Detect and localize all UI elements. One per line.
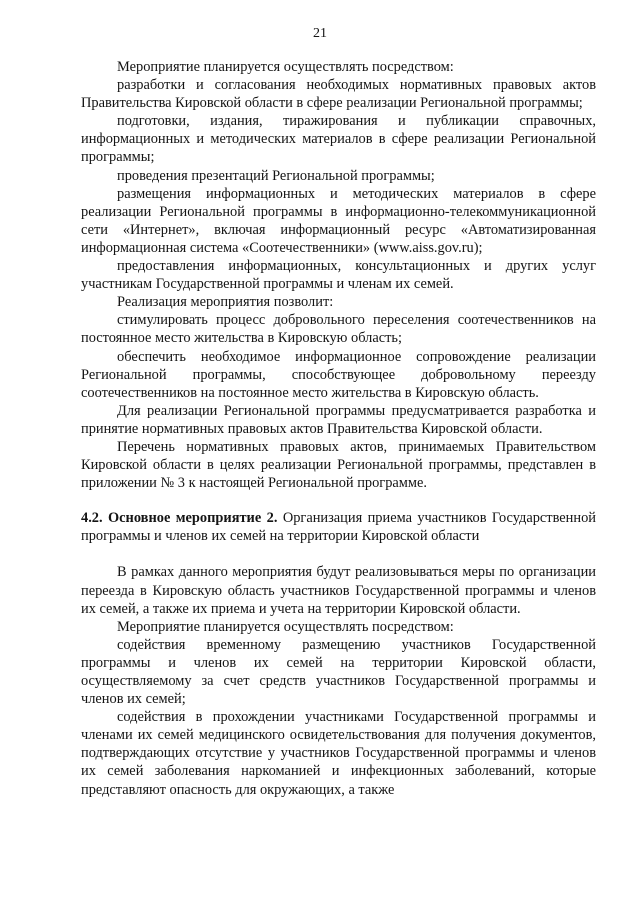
paragraph: размещения информационных и методических материалов в сфере реализации Региональной программы в информационно-телекоммуникационной сети «Интернет», включая информационный ресурс «Автоматизированная информационная система «Соотечественники» (www.aiss.gov.ru); [81,185,596,256]
paragraph: содействия в прохождении участниками Государственной программы и членами их семей медицинского освидетельствования для получения документов, подтверждающих отсутствие у участников Государственной программы и членов их семей заболевания наркоманией и инфекционных заболеваний, которые представляют опасность для окружающих, а также [81,709,596,798]
paragraph: проведения презентаций Региональной программы; [117,167,435,184]
paragraph: разработки и согласования необходимых нормативных правовых актов Правительства Кировской области в сфере реализации Региональной программы; [81,77,596,112]
paragraph: В рамках данного мероприятия будут реализовываться меры по организации переезда в Кировскую область участников Государственной программы и членов их семей, а также их приема и учета на территории Кировской области. [81,564,596,617]
paragraph: Мероприятие планируется осуществлять посредством: [117,618,454,635]
paragraph: обеспечить необходимое информационное сопровождение реализации Региональной программы, способствующее добровольному переезду соотечественников на постоянное место жительства в Кировскую область. [81,348,596,401]
paragraph: стимулировать процесс добровольного переселения соотечественников на постоянное место жительства в Кировскую область; [81,312,596,347]
paragraph: Мероприятие планируется осуществлять посредством: [117,59,454,75]
page-number: 21 [313,26,327,41]
paragraph: Перечень нормативных правовых актов, принимаемых Правительством Кировской области в целях реализации Региональной программы, представлен в приложении № 3 к настоящей Региональной программе. [81,438,596,492]
paragraph: содействия временному размещению участников Государственной программы и членов их семей на территории Кировской области, осуществляемому за счет средств участников Государственной программы и членов их семей; [81,636,596,708]
section-number: 4.2. Основное мероприятие 2. [81,510,278,527]
paragraph: подготовки, издания, тиражирования и публикации справочных, информационных и методических материалов в сфере реализации Региональной программы; [81,113,596,166]
section-heading [81,509,596,545]
paragraph: Для реализации Региональной программы предусматривается разработка и принятие нормативных правовых актов Правительства Кировской области. [81,402,596,437]
paragraph: Реализация мероприятия позволит: [117,294,334,311]
document-body [81,58,596,799]
paragraph: предоставления информационных, консультационных и других услуг участникам Государственной программы и членам их семей. [81,258,596,293]
section-title: Организация приема участников Государственной программы и членов их семей на территории Кировской области [81,510,596,545]
